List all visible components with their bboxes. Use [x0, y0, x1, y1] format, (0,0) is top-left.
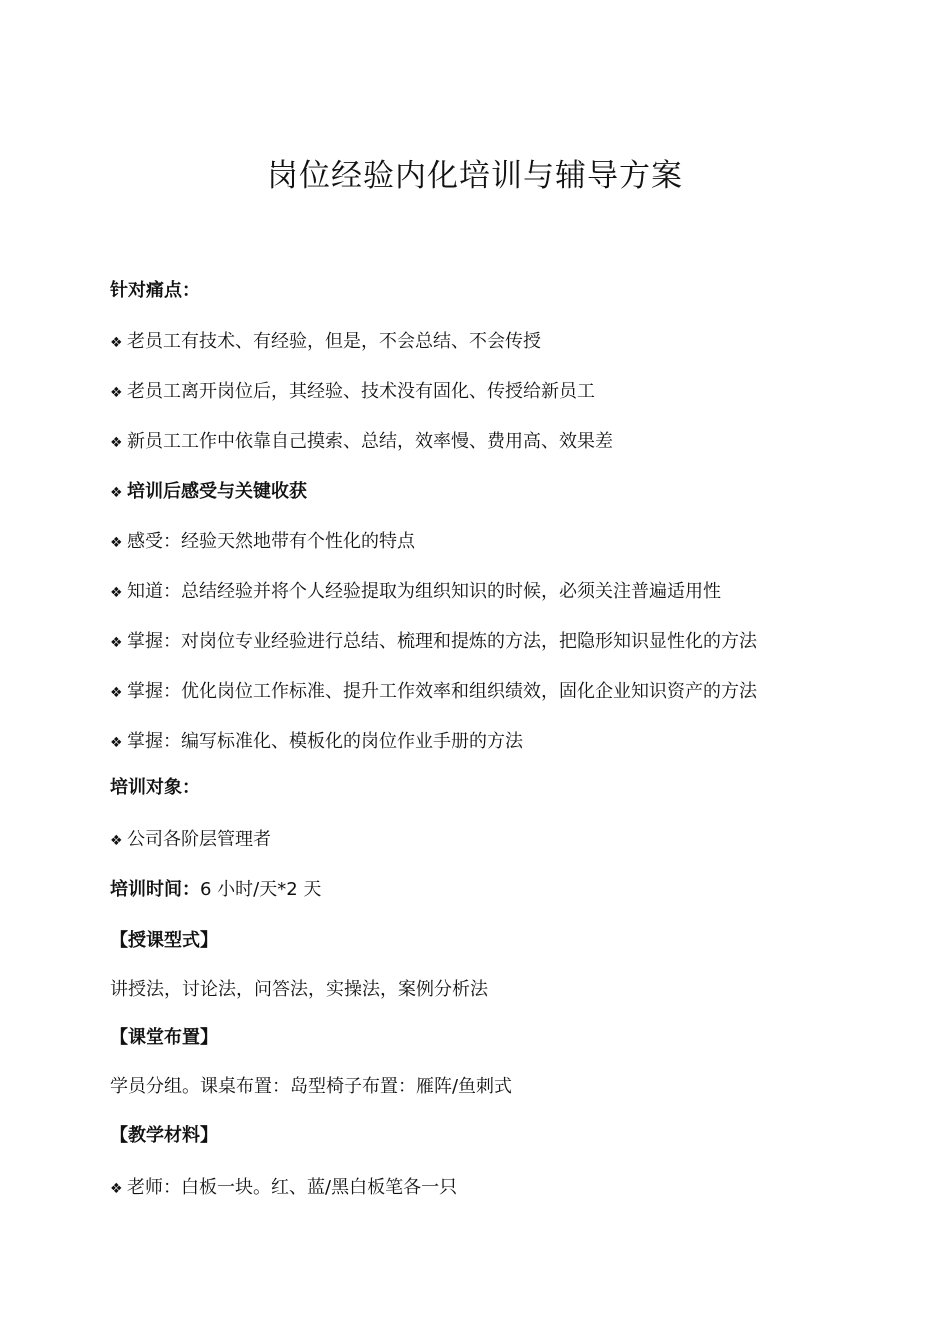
diamond-bullet-icon: ❖: [110, 635, 123, 651]
diamond-bullet-icon: ❖: [110, 385, 123, 401]
format-heading: 【授课型式】: [110, 930, 218, 951]
diamond-bullet-icon: ❖: [110, 735, 123, 751]
materials-heading: 【教学材料】: [110, 1125, 218, 1146]
duration-label: 培训时间：: [110, 879, 200, 900]
diamond-bullet-icon: ❖: [110, 335, 123, 351]
list-item-text: 感受：经验天然地带有个性化的特点: [127, 531, 415, 552]
diamond-bullet-icon: ❖: [110, 685, 123, 701]
list-item: [110, 329, 541, 356]
gains-heading: [110, 479, 307, 506]
list-item: [110, 579, 721, 606]
list-item-text: 掌握：编写标准化、模板化的岗位作业手册的方法: [127, 731, 523, 752]
audience-heading: 培训对象：: [110, 777, 200, 798]
list-item-text: 老师：白板一块。红、蓝/黑白板笔各一只: [127, 1177, 458, 1198]
duration-line: [110, 877, 321, 903]
pain-points-heading: 针对痛点：: [110, 280, 200, 301]
list-item-text: 知道：总结经验并将个人经验提取为组织知识的时候，必须关注普遍适用性: [127, 581, 721, 602]
list-item: [110, 679, 757, 706]
list-item: [110, 379, 595, 406]
list-item: [110, 827, 271, 854]
list-item: [110, 529, 415, 556]
list-item-text: 掌握：对岗位专业经验进行总结、梳理和提炼的方法，把隐形知识显性化的方法: [127, 631, 757, 652]
layout-text: 学员分组。课桌布置：岛型椅子布置：雁阵/鱼刺式: [110, 1076, 513, 1097]
diamond-bullet-icon: ❖: [110, 485, 123, 501]
diamond-bullet-icon: ❖: [110, 585, 123, 601]
gains-heading-text: 培训后感受与关键收获: [127, 481, 307, 502]
list-item: [110, 629, 757, 656]
list-item-text: 公司各阶层管理者: [127, 829, 271, 850]
diamond-bullet-icon: ❖: [110, 435, 123, 451]
list-item-text: 老员工离开岗位后，其经验、技术没有固化、传授给新员工: [127, 381, 595, 402]
format-text: 讲授法，讨论法，问答法，实操法，案例分析法: [110, 979, 488, 1000]
diamond-bullet-icon: ❖: [110, 1181, 123, 1197]
diamond-bullet-icon: ❖: [110, 535, 123, 551]
list-item: [110, 1175, 457, 1202]
document-title: 岗位经验内化培训与辅导方案: [267, 158, 683, 194]
list-item: [110, 729, 523, 756]
list-item-text: 掌握：优化岗位工作标准、提升工作效率和组织绩效，固化企业知识资产的方法: [127, 681, 757, 702]
layout-heading: 【课堂布置】: [110, 1027, 218, 1048]
duration-value: 6 小时/天*2 天: [200, 879, 322, 900]
list-item: [110, 429, 613, 456]
list-item-text: 老员工有技术、有经验，但是，不会总结、不会传授: [127, 331, 541, 352]
list-item-text: 新员工工作中依靠自己摸索、总结，效率慢、费用高、效果差: [127, 431, 613, 452]
diamond-bullet-icon: ❖: [110, 833, 123, 849]
